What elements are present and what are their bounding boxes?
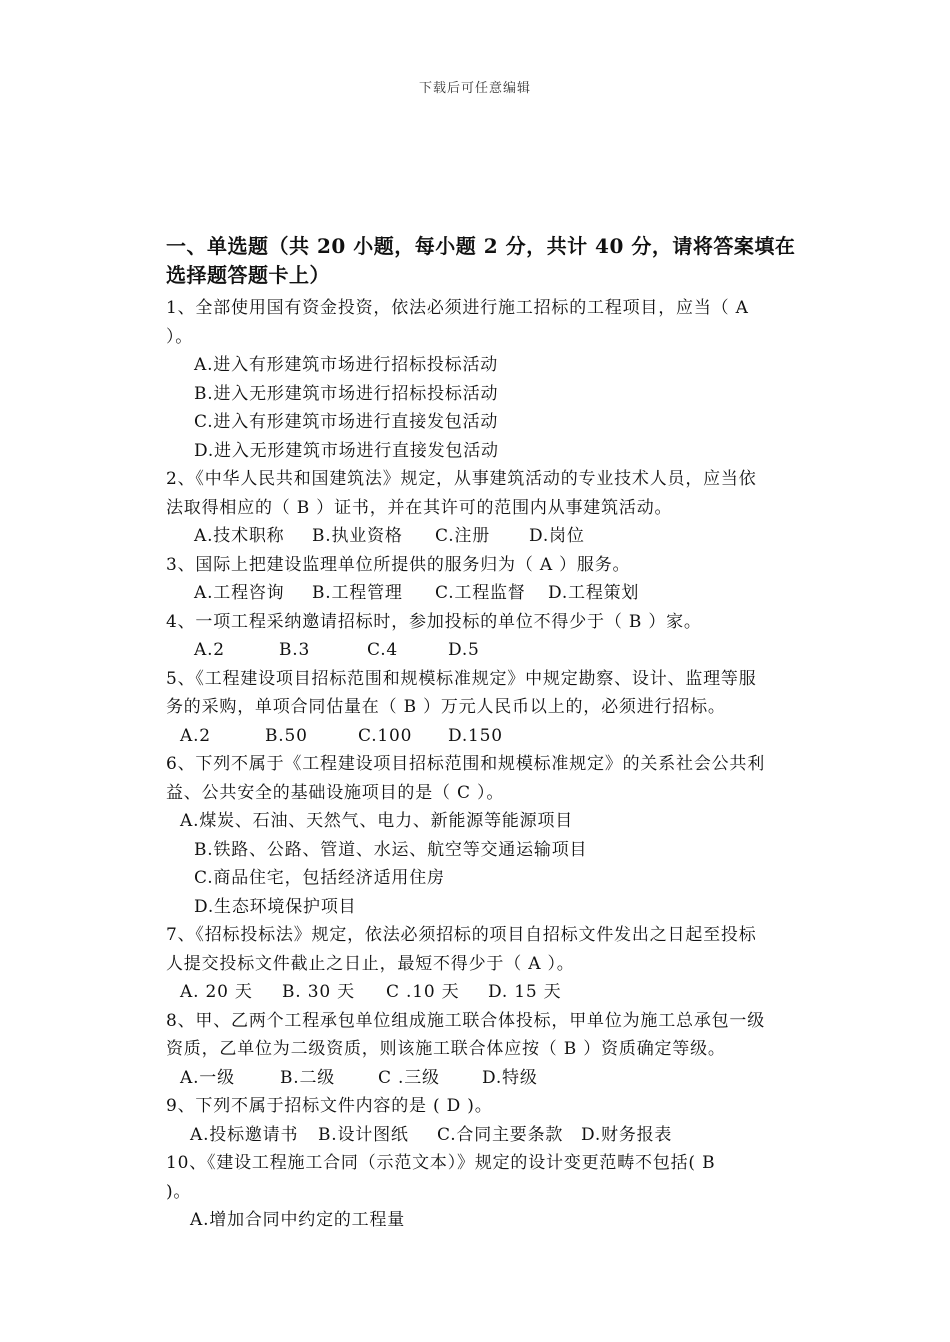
question-text: 3、国际上把建设监理单位所提供的服务归为（ A ）服务。 (166, 554, 631, 575)
question-text: 1、全部使用国有资金投资，依法必须进行施工招标的工程项目，应当（ A (166, 298, 749, 318)
options-row (166, 1121, 814, 1150)
section-title-line-2: 选择题答题卡上） (166, 263, 330, 287)
question-5 (166, 665, 814, 751)
option-c: C.商品住宅，包括经济适用住房 (194, 868, 445, 888)
page-header: 下载后可任意编辑 (418, 81, 531, 96)
question-text: 10、《建设工程施工合同（示范文本）》规定的设计变更范畴不包括( B (166, 1153, 716, 1173)
option-d: D.5 (448, 640, 480, 660)
option-b: B.3 (279, 640, 311, 660)
section-title-line-1: 一、单选题（共 20 小题，每小题 2 分，共计 40 分，请将答案填在 (166, 234, 796, 258)
question-8 (166, 1007, 814, 1093)
question-7 (166, 921, 814, 1007)
question-1 (166, 294, 814, 465)
question-text: 2、《中华人民共和国建筑法》规定，从事建筑活动的专业技术人员，应当依 (166, 469, 757, 489)
question-9 (166, 1092, 814, 1149)
option-b: B.50 (265, 725, 308, 746)
question-text: 益、公共安全的基础设施项目的是（ C ）。 (166, 782, 505, 803)
question-text: 务的采购，单项合同估量在（ B ）万元人民币以上的，必须进行招标。 (166, 697, 726, 717)
option-c: C.进入有形建筑市场进行直接发包活动 (194, 412, 499, 432)
options-row (166, 722, 814, 751)
options-row (166, 978, 814, 1007)
option-d: D.进入无形建筑市场进行直接发包活动 (194, 440, 499, 461)
option-a: A.工程咨询 (194, 583, 285, 603)
question-text: )。 (166, 1181, 192, 1202)
question-text: 8、甲、乙两个工程承包单位组成施工联合体投标，甲单位为施工总承包一级 (166, 1010, 766, 1031)
question-text: 5、《工程建设项目招标范围和规模标准规定》中规定勘察、设计、监理等服 (166, 668, 757, 689)
option-a: A. 20 天 (180, 982, 253, 1002)
option-c: C.工程监督 (435, 583, 526, 603)
option-a: A.投标邀请书 (190, 1124, 299, 1145)
document-body (166, 232, 814, 1235)
option-b: B.执业资格 (312, 526, 403, 546)
option-d: D.财务报表 (581, 1124, 673, 1145)
option-b: B.进入无形建筑市场进行招标投标活动 (194, 383, 499, 404)
question-text: 9、下列不属于招标文件内容的是 ( D )。 (166, 1096, 493, 1116)
option-b: B.工程管理 (312, 583, 403, 603)
section-title (166, 232, 814, 290)
option-d: D.岗位 (529, 526, 585, 546)
question-text: 法取得相应的（ B ）证书，并在其许可的范围内从事建筑活动。 (166, 497, 673, 518)
question-2 (166, 465, 814, 551)
option-c: C.注册 (435, 526, 491, 546)
option-d: D.生态环境保护项目 (194, 896, 357, 917)
option-d: D.150 (448, 725, 503, 746)
option-a: A.增加合同中约定的工程量 (190, 1210, 406, 1230)
option-a: A.技术职称 (194, 526, 285, 546)
option-c: C.4 (367, 640, 399, 660)
option-b: B. 30 天 (282, 982, 355, 1002)
option-b: B.设计图纸 (318, 1124, 409, 1145)
option-d: D.特级 (482, 1067, 538, 1088)
options-row (166, 579, 814, 608)
question-text: 人提交投标文件截止之日止，最短不得少于（ A ）。 (166, 953, 575, 974)
question-6 (166, 750, 814, 921)
option-a: A.2 (180, 725, 211, 746)
option-b: B.铁路、公路、管道、水运、航空等交通运输项目 (194, 839, 588, 860)
option-c: C .三级 (378, 1067, 440, 1088)
question-4 (166, 608, 814, 665)
question-text: 资质，乙单位为二级资质，则该施工联合体应按（ B ）资质确定等级。 (166, 1039, 726, 1059)
option-a: A.2 (194, 640, 225, 660)
question-10 (166, 1149, 814, 1235)
option-d: D.工程策划 (548, 583, 640, 603)
option-a: A.煤炭、石油、天然气、电力、新能源等能源项目 (180, 811, 574, 831)
option-c: C .10 天 (386, 982, 460, 1002)
question-text: 6、下列不属于《工程建设项目招标范围和规模标准规定》的关系社会公共利 (166, 754, 766, 774)
options-row (166, 522, 814, 551)
option-a: A.一级 (180, 1067, 235, 1088)
option-c: C.100 (358, 725, 413, 746)
question-3 (166, 551, 814, 608)
option-c: C.合同主要条款 (437, 1124, 564, 1145)
question-text: ）。 (166, 326, 194, 347)
option-a: A.进入有形建筑市场进行招标投标活动 (194, 355, 499, 375)
option-b: B.二级 (280, 1067, 336, 1088)
options-row (166, 1064, 814, 1093)
question-text: 7、《招标投标法》规定，依法必须招标的项目自招标文件发出之日起至投标 (166, 925, 757, 945)
options-row (166, 636, 814, 665)
option-d: D. 15 天 (488, 982, 562, 1002)
question-text: 4、一项工程采纳邀请招标时，参加投标的单位不得少于（ B ）家。 (166, 611, 702, 632)
